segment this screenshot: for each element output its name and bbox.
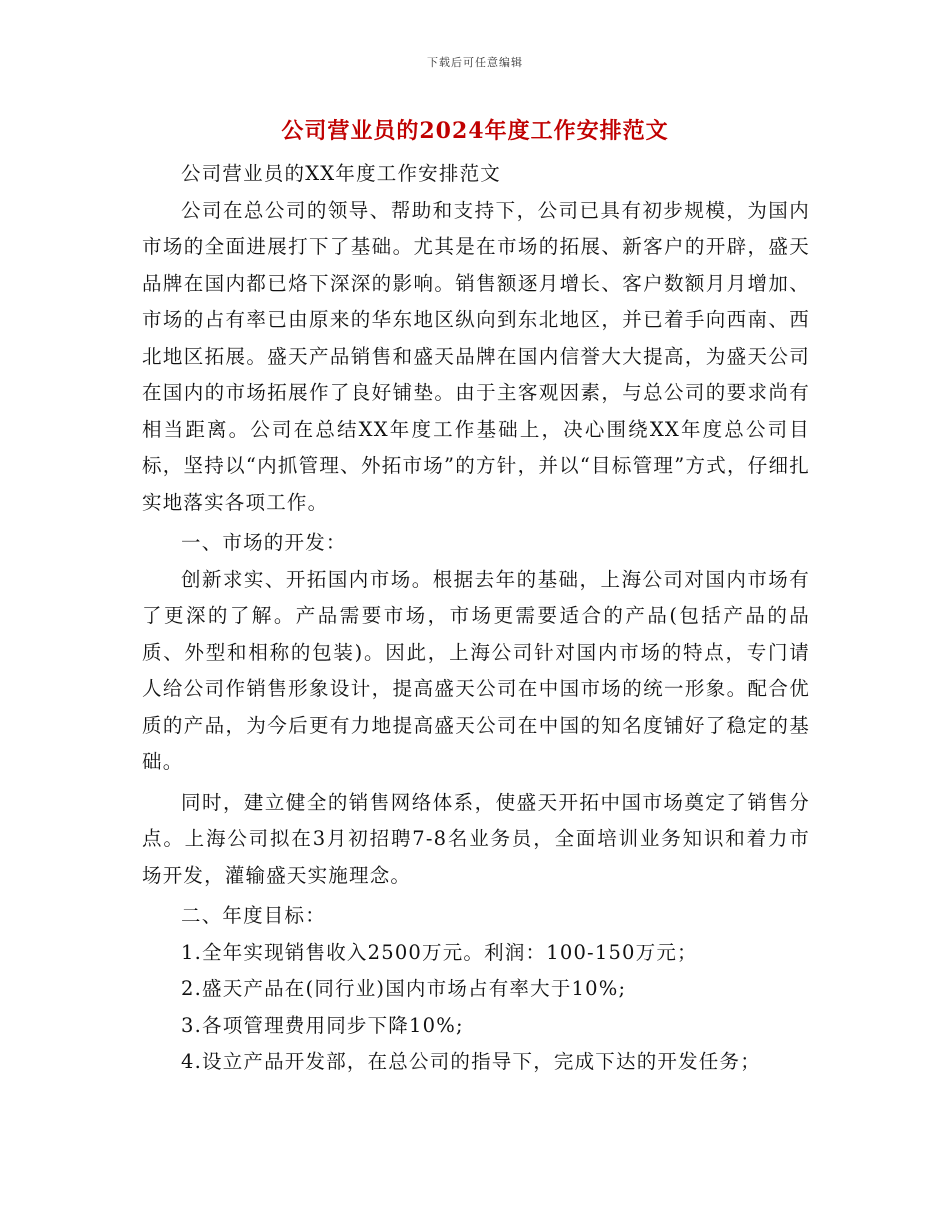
section-heading-goals: 二、年度目标： — [181, 904, 326, 927]
intro-paragraph: 公司在总公司的领导、帮助和支持下，公司已具有初步规模，为国内市场的全面进展打下了基础。尤其是在市场的拓展、新客户的开辟，盛天品牌在国内都已烙下深深的影响。销售额逐月增长、客户数额月月增加、市场的占有率已由原来的华东地区纵向到东北地区，并已着手向西南、西北地区拓展。盛天产品销售和盛天品牌在国内信誉大大提高，为盛天公司在国内的市场拓展作了良好铺垫。由于主客观因素，与总公司的要求尚有相当距离。公司在总结XX年度工作基础上，决心围绕XX年度总公司目标，坚持以“内抓管理、外拓市场”的方针，并以“目标管理”方式，仔细扎实地落实各项工作。 — [142, 198, 810, 514]
market-paragraph: 创新求实、开拓国内市场。根据去年的基础，上海公司对国内市场有了更深的了解。产品需要市场，市场更需要适合的产品(包括产品的品质、外型和相称的包装)。因此，上海公司针对国内市场的特点，专门请人给公司作销售形象设计，提高盛天公司在中国市场的统一形象。配合优质的产品，为今后更有力地提高盛天公司在中国的知名度铺好了稳定的基础。 — [142, 567, 810, 773]
goal-item-3: 3.各项管理费用同步下降10%; — [181, 1013, 464, 1037]
document-body — [142, 156, 810, 1081]
goal-item-2: 2.盛天产品在(同行业)国内市场占有率大于10%; — [181, 977, 627, 1000]
header-note: 下载后可任意编辑 — [427, 56, 523, 69]
goal-item-4: 4.设立产品开发部，在总公司的指导下，完成下达的开发任务； — [181, 1050, 761, 1073]
document-title: 公司营业员的2024年度工作安排范文 — [281, 118, 669, 144]
goal-item-1: 1.全年实现销售收入2500万元。利润：100-150万元； — [181, 940, 698, 964]
subtitle-paragraph: 公司营业员的XX年度工作安排范文 — [181, 162, 501, 185]
network-paragraph: 同时，建立健全的销售网络体系，使盛天开拓中国市场奠定了销售分点。上海公司拟在3月初招聘7-8名业务员，全面培训业务知识和着力市场开发，灌输盛天实施理念。 — [142, 790, 810, 887]
section-heading-market: 一、市场的开发： — [181, 531, 347, 554]
